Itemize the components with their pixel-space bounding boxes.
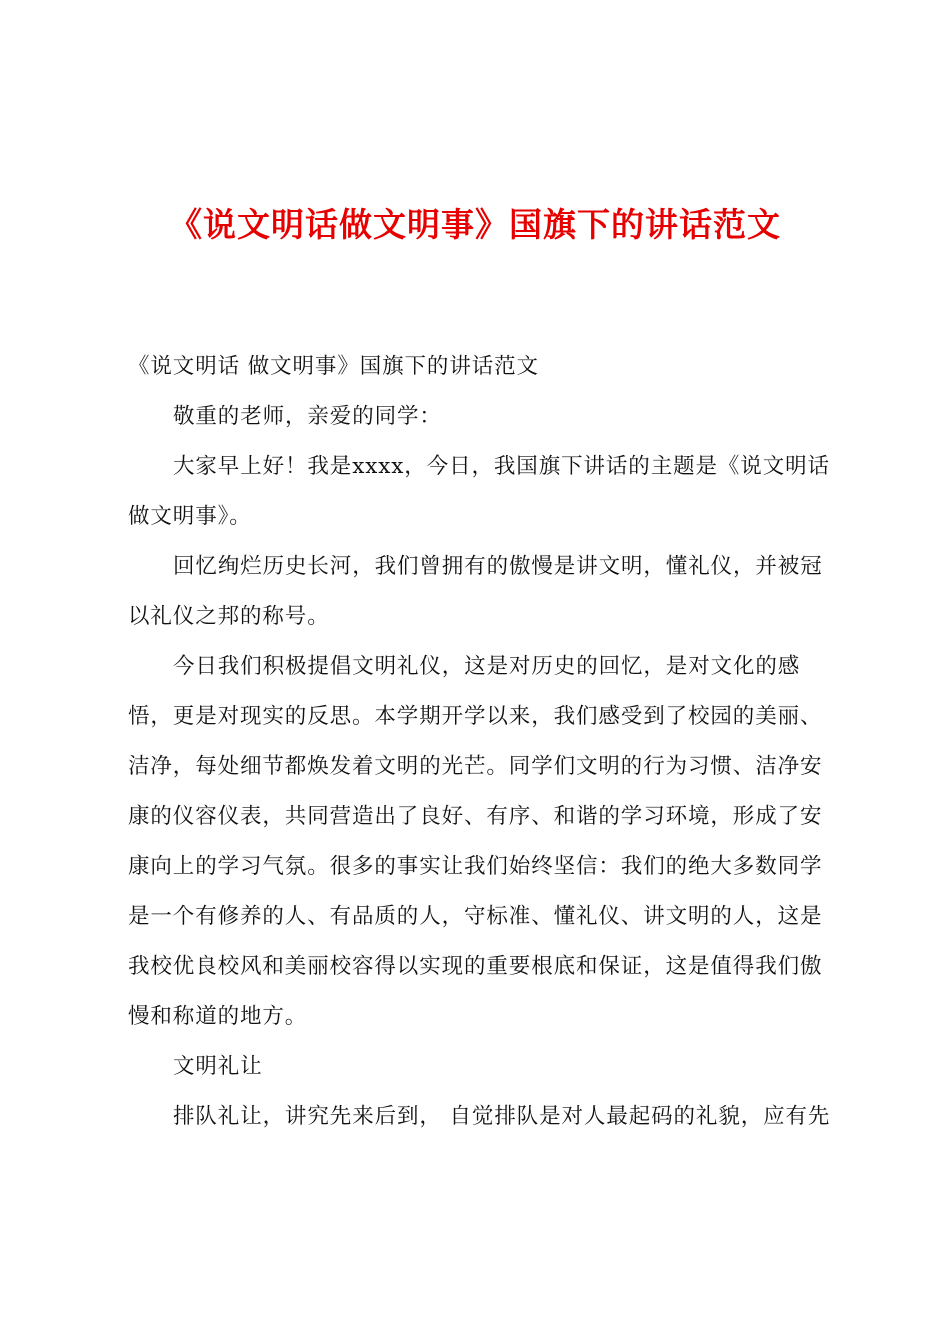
section-heading-courtesy: 文明礼让 <box>173 1054 263 1079</box>
paragraph-queue: 排队礼让，讲究先来后到， 自觉排队是对人最起码的礼貌，应有先 <box>173 1104 831 1129</box>
paragraph-history: 回忆绚烂历史长河，我们曾拥有的傲慢是讲文明，懂礼仪，并被冠以礼仪之邦的称号。 <box>128 554 823 629</box>
document-body <box>128 342 832 1142</box>
paragraph-salutation: 敬重的老师，亲爱的同学： <box>173 404 442 429</box>
paragraph-heading-repeat: 《说文明话 做文明事》国旗下的讲话范文 <box>128 354 539 379</box>
paragraph-main: 今日我们积极提倡文明礼仪，这是对历史的回忆，是对文化的感悟，更是对现实的反思。本学期开学以来，我们感受到了校园的美丽、洁净，每处细节都焕发着文明的光芒。同学们文明的行为习惯、洁净安康的仪容仪表，共同营造出了良好、有序、和谐的学习环境，形成了安康向上的学习气氛。很多的事实让我们始终坚信：我们的绝大多数同学是一个有修养的人、有品质的人，守标准、懂礼仪、讲文明的人，这是我校优良校风和美丽校容得以实现的重要根底和保证，这是值得我们傲慢和称道的地方。 <box>128 654 823 1029</box>
document-title: 《说文明话做文明事》国旗下的讲话范文 <box>169 205 781 244</box>
paragraph-greeting: 大家早上好！我是xxxx，今日，我国旗下讲话的主题是《说文明话做文明事》。 <box>128 454 830 529</box>
